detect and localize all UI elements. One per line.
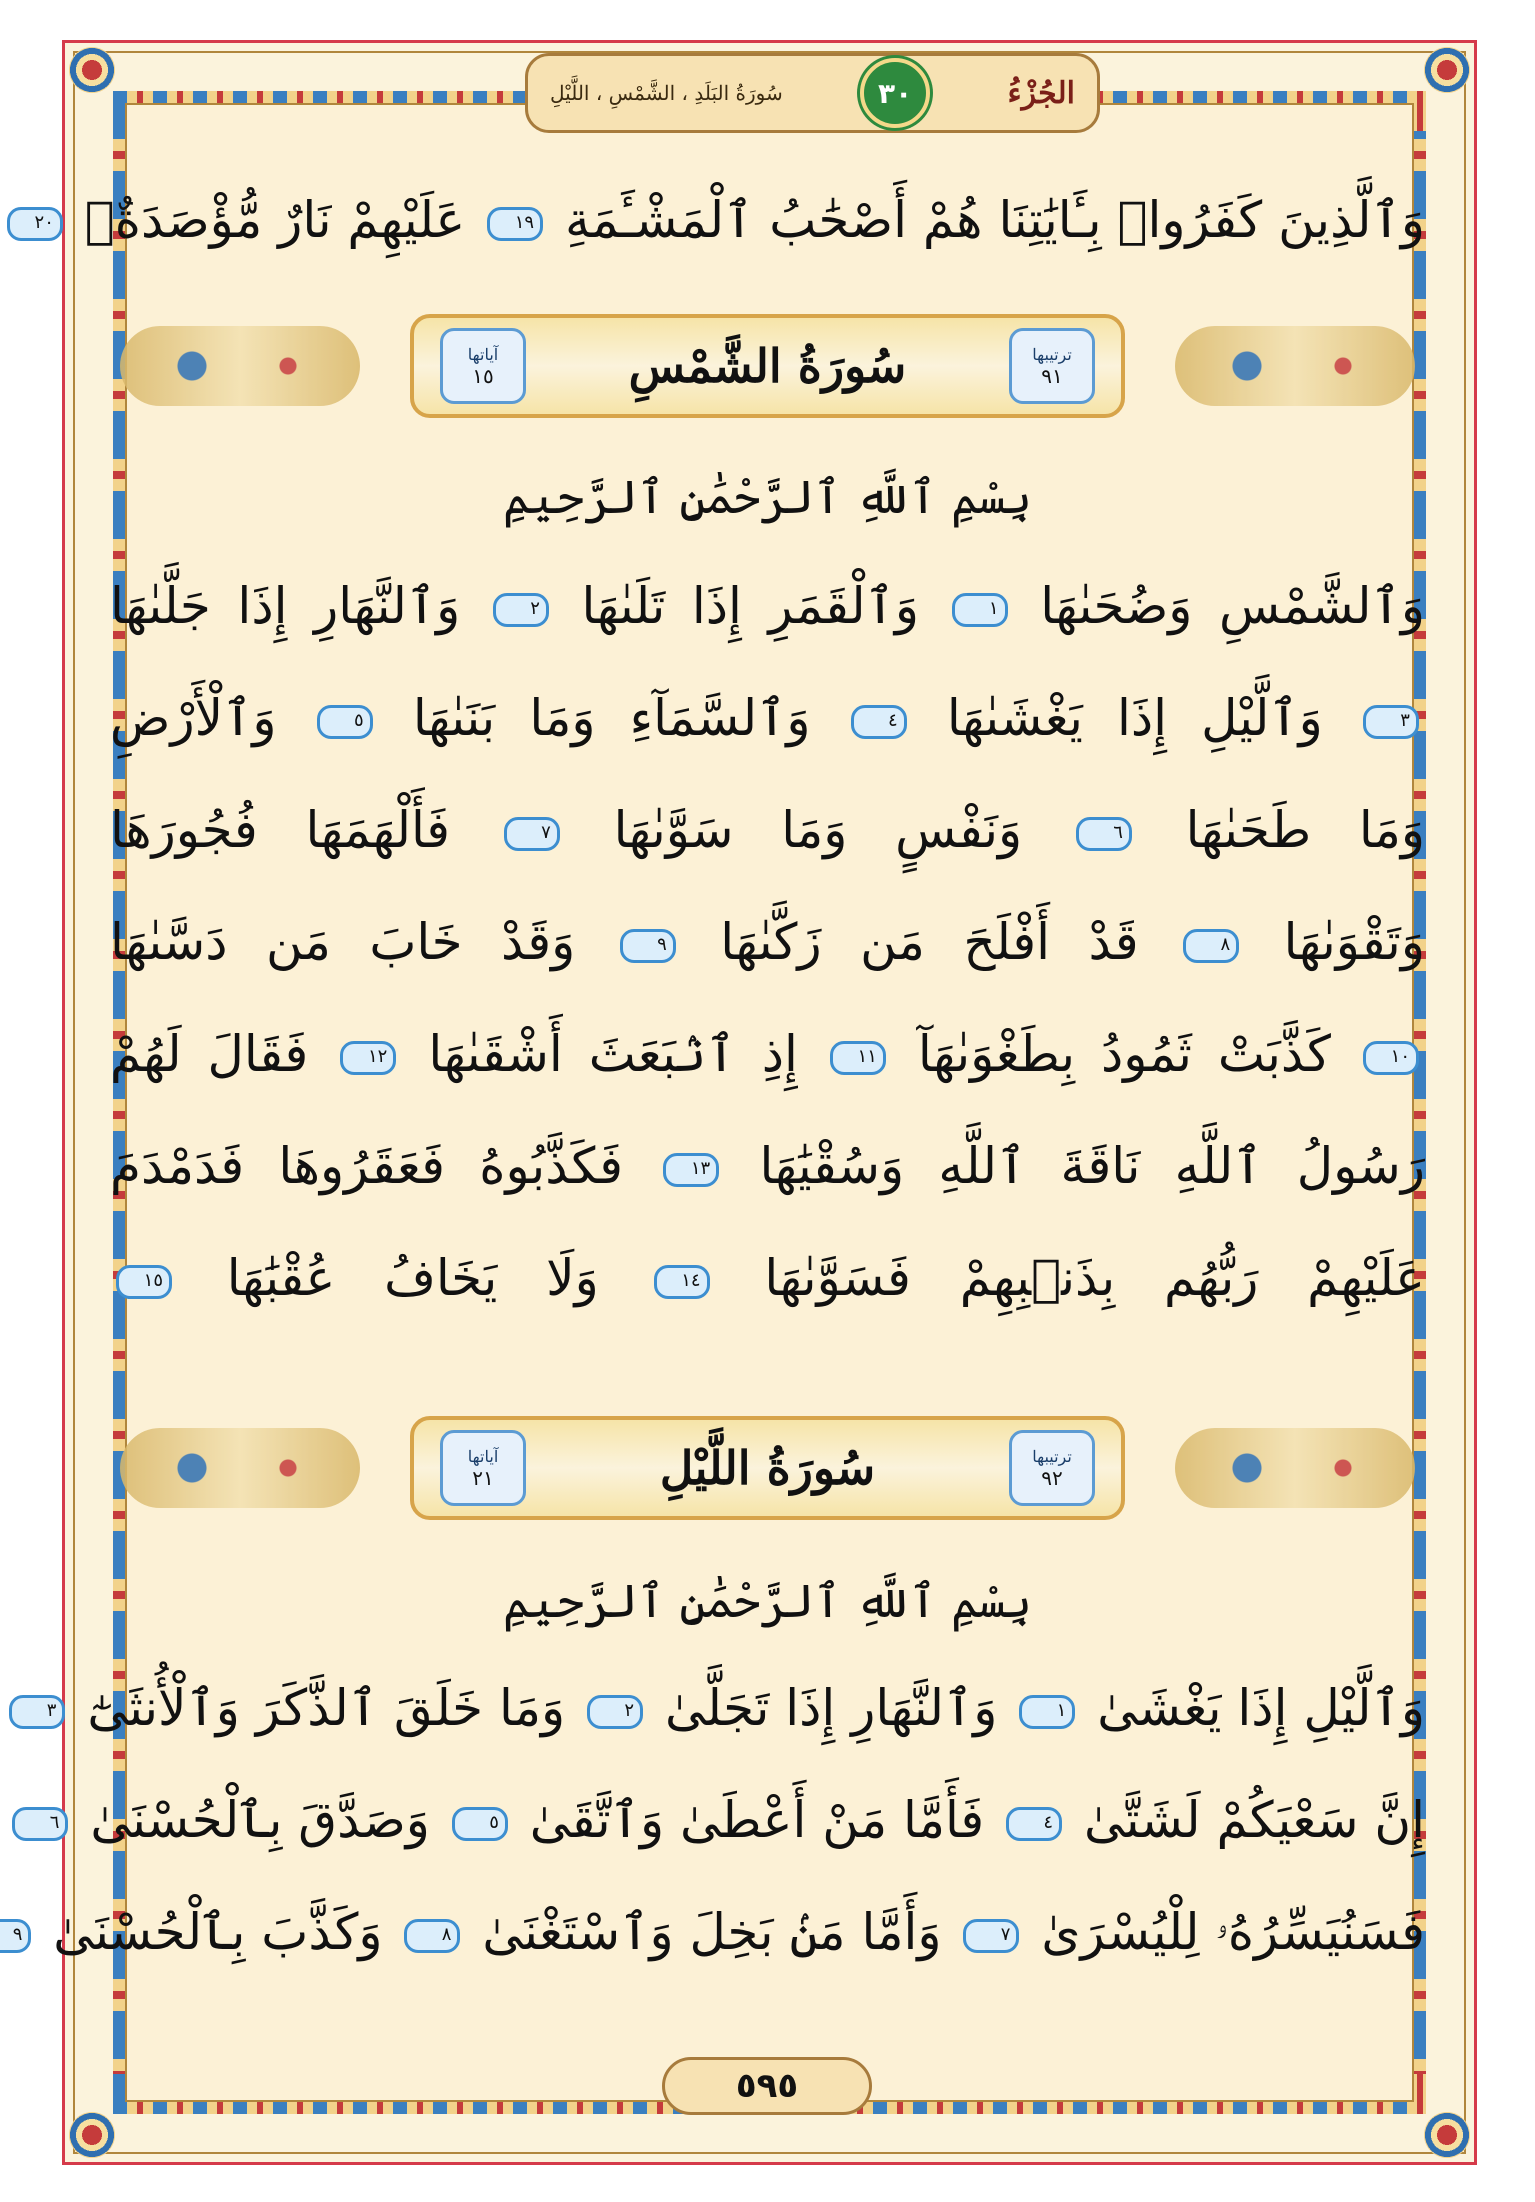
ayah-marker: ٧ bbox=[504, 817, 560, 851]
verses-label: آياتها bbox=[467, 344, 499, 364]
verse-line bbox=[110, 782, 1425, 878]
verse-text: وَصَدَّقَ بِٱلْحُسْنَىٰ bbox=[90, 1791, 430, 1849]
verse-text: وَٱلْأَرْضِ bbox=[110, 689, 277, 747]
verse-count-badge bbox=[440, 328, 526, 404]
surah-order-badge bbox=[1009, 1430, 1095, 1506]
ayah-marker: ٣ bbox=[1363, 705, 1419, 739]
verse-text: فَأَلْهَمَهَا فُجُورَهَا bbox=[110, 801, 451, 859]
banner-ornament-icon bbox=[1175, 1428, 1415, 1508]
corner-ornament-icon bbox=[1424, 2112, 1470, 2158]
corner-ornament-icon bbox=[1424, 47, 1470, 93]
banner-ornament-icon bbox=[120, 326, 360, 406]
ayah-marker: ١٤ bbox=[654, 1265, 710, 1299]
verse-text: وَٱلشَّمْسِ وَضُحَىٰهَا bbox=[1040, 577, 1425, 635]
order-number: ٩١ bbox=[1041, 363, 1063, 388]
surah-title-frame bbox=[410, 314, 1125, 418]
ayah-marker: ١٢ bbox=[340, 1041, 396, 1075]
verse-text: رَسُولُ ٱللَّهِ نَاقَةَ ٱللَّهِ وَسُقْيَٰهَا bbox=[759, 1137, 1425, 1195]
ayah-marker: ١٥ bbox=[116, 1265, 172, 1299]
ayah-marker: ١ bbox=[952, 593, 1008, 627]
verse-text: وَٱلسَّمَآءِ وَمَا بَنَىٰهَا bbox=[412, 689, 811, 747]
ayah-marker: ١١ bbox=[830, 1041, 886, 1075]
ayah-marker: ٥ bbox=[317, 705, 373, 739]
ayah-marker: ٤ bbox=[1006, 1807, 1062, 1841]
ayah-marker: ٣ bbox=[9, 1695, 65, 1729]
verse-text: وَلَا يَخَافُ عُقْبَٰهَا bbox=[226, 1249, 599, 1307]
verses-number: ١٥ bbox=[472, 363, 494, 388]
verse-text: إِذِ ٱنۢبَعَثَ أَشْقَىٰهَا bbox=[428, 1025, 798, 1083]
verse-line bbox=[46, 1660, 1425, 1756]
verse-text: فَأَمَّا مَنْ أَعْطَىٰ وَٱتَّقَىٰ bbox=[529, 1791, 985, 1849]
verse-line bbox=[110, 894, 1425, 990]
verses-number: ٢١ bbox=[472, 1465, 494, 1490]
ayah-marker: ٦ bbox=[1076, 817, 1132, 851]
surah-banner-al-layl bbox=[110, 1408, 1425, 1528]
verse-text: وَٱلَّذِينَ كَفَرُوا۟ بِـَٔايَٰتِنَا هُمْ أَصْحَٰبُ ٱلْمَشْـَٔمَةِ bbox=[565, 191, 1425, 249]
ayah-marker: ١ bbox=[1019, 1695, 1075, 1729]
basmala: بِسْمِ ٱللَّهِ ٱلرَّحْمَٰنِ ٱلرَّحِيمِ bbox=[502, 470, 1033, 524]
ayah-marker: ٤ bbox=[851, 705, 907, 739]
verse-line bbox=[49, 1772, 1425, 1868]
verse-text: فَقَالَ لَهُمْ bbox=[110, 1025, 309, 1083]
ayah-marker: ٢٠ bbox=[7, 207, 63, 241]
verse-text: وَٱلَّيْلِ إِذَا يَغْشَىٰهَا bbox=[946, 689, 1323, 747]
verse-text: وَٱلنَّهَارِ إِذَا جَلَّىٰهَا bbox=[110, 577, 461, 635]
ayah-marker: ٥ bbox=[452, 1807, 508, 1841]
order-number: ٩٢ bbox=[1041, 1465, 1063, 1490]
verse-count-badge bbox=[440, 1430, 526, 1506]
header-surah-names: سُورَةُ البَلَدِ ، الشَّمْسِ ، اللَّيْلِ bbox=[550, 81, 783, 105]
verse-text: فَسَنُيَسِّرُهُۥ لِلْيُسْرَىٰ bbox=[1041, 1903, 1425, 1961]
page-number: ٥٩٥ bbox=[662, 2057, 872, 2115]
juz-number-badge: ٣٠ bbox=[860, 58, 930, 128]
verse-text: وَنَفْسٍ وَمَا سَوَّىٰهَا bbox=[613, 801, 1023, 859]
verse-text: فَكَذَّبُوهُ فَعَقَرُوهَا فَدَمْدَمَ bbox=[110, 1137, 623, 1195]
verse-text: وَمَا خَلَقَ ٱلذَّكَرَ وَٱلْأُنثَىٰٓ bbox=[87, 1679, 566, 1737]
ayah-marker: ٢ bbox=[587, 1695, 643, 1729]
ayah-marker: ١٣ bbox=[663, 1153, 719, 1187]
ayah-marker: ٧ bbox=[963, 1919, 1019, 1953]
verse-line bbox=[12, 1884, 1425, 1980]
surah-title: سُورَةُ الشَّمْسِ bbox=[628, 339, 907, 393]
ayah-marker: ٢ bbox=[493, 593, 549, 627]
verse-text: قَدْ أَفْلَحَ مَن زَكَّىٰهَا bbox=[720, 913, 1139, 971]
verse-text: وَٱلنَّهَارِ إِذَا تَجَلَّىٰ bbox=[664, 1679, 998, 1737]
verse-line bbox=[110, 1118, 1425, 1214]
ayah-marker: ٩ bbox=[0, 1919, 31, 1953]
verse-text: عَلَيْهِمْ نَارٌ مُّؤْصَدَةٌۢ bbox=[84, 191, 466, 249]
ayah-marker: ٦ bbox=[12, 1807, 68, 1841]
verse-text: وَٱلْقَمَرِ إِذَا تَلَىٰهَا bbox=[581, 577, 919, 635]
page-header bbox=[525, 53, 1100, 133]
verse-text: عَلَيْهِمْ رَبُّهُم بِذَنۢبِهِمْ فَسَوَّىٰهَا bbox=[764, 1249, 1425, 1307]
verse-text: وَتَقْوَىٰهَا bbox=[1283, 913, 1425, 971]
surah-order-badge bbox=[1009, 328, 1095, 404]
surah-title-frame bbox=[410, 1416, 1125, 1520]
surah-title: سُورَةُ اللَّيْلِ bbox=[659, 1441, 876, 1495]
ayah-marker: ١٠ bbox=[1363, 1041, 1419, 1075]
ayah-marker: ٨ bbox=[1183, 929, 1239, 963]
verse-text: كَذَّبَتْ ثَمُودُ بِطَغْوَىٰهَآ bbox=[917, 1025, 1331, 1083]
corner-ornament-icon bbox=[69, 47, 115, 93]
verse-text: وَمَا طَحَىٰهَا bbox=[1185, 801, 1425, 859]
surah-banner-ash-shams bbox=[110, 306, 1425, 426]
corner-ornament-icon bbox=[69, 2112, 115, 2158]
ayah-marker: ٨ bbox=[404, 1919, 460, 1953]
verse-line bbox=[110, 1230, 1425, 1326]
verses-label: آياتها bbox=[467, 1446, 499, 1466]
ayah-marker: ٩ bbox=[620, 929, 676, 963]
verse-text: وَكَذَّبَ بِٱلْحُسْنَىٰ bbox=[53, 1903, 383, 1961]
banner-ornament-icon bbox=[120, 1428, 360, 1508]
banner-ornament-icon bbox=[1175, 326, 1415, 406]
order-label: ترتيبها bbox=[1032, 344, 1072, 364]
verse-text: إِنَّ سَعْيَكُمْ لَشَتَّىٰ bbox=[1084, 1791, 1425, 1849]
verse-text: وَقَدْ خَابَ مَن دَسَّىٰهَا bbox=[110, 913, 576, 971]
verse-line bbox=[110, 670, 1425, 766]
basmala: بِسْمِ ٱللَّهِ ٱلرَّحْمَٰنِ ٱلرَّحِيمِ bbox=[502, 1574, 1033, 1628]
verse-line bbox=[34, 172, 1425, 268]
verse-text: وَٱلَّيْلِ إِذَا يَغْشَىٰ bbox=[1097, 1679, 1425, 1737]
ayah-marker: ١٩ bbox=[487, 207, 543, 241]
verse-line bbox=[110, 558, 1425, 654]
verse-line bbox=[110, 1006, 1425, 1102]
order-label: ترتيبها bbox=[1032, 1446, 1072, 1466]
verse-text: وَأَمَّا مَنۢ بَخِلَ وَٱسْتَغْنَىٰ bbox=[482, 1903, 942, 1961]
juz-label: الجُزْءُ bbox=[1007, 75, 1075, 111]
